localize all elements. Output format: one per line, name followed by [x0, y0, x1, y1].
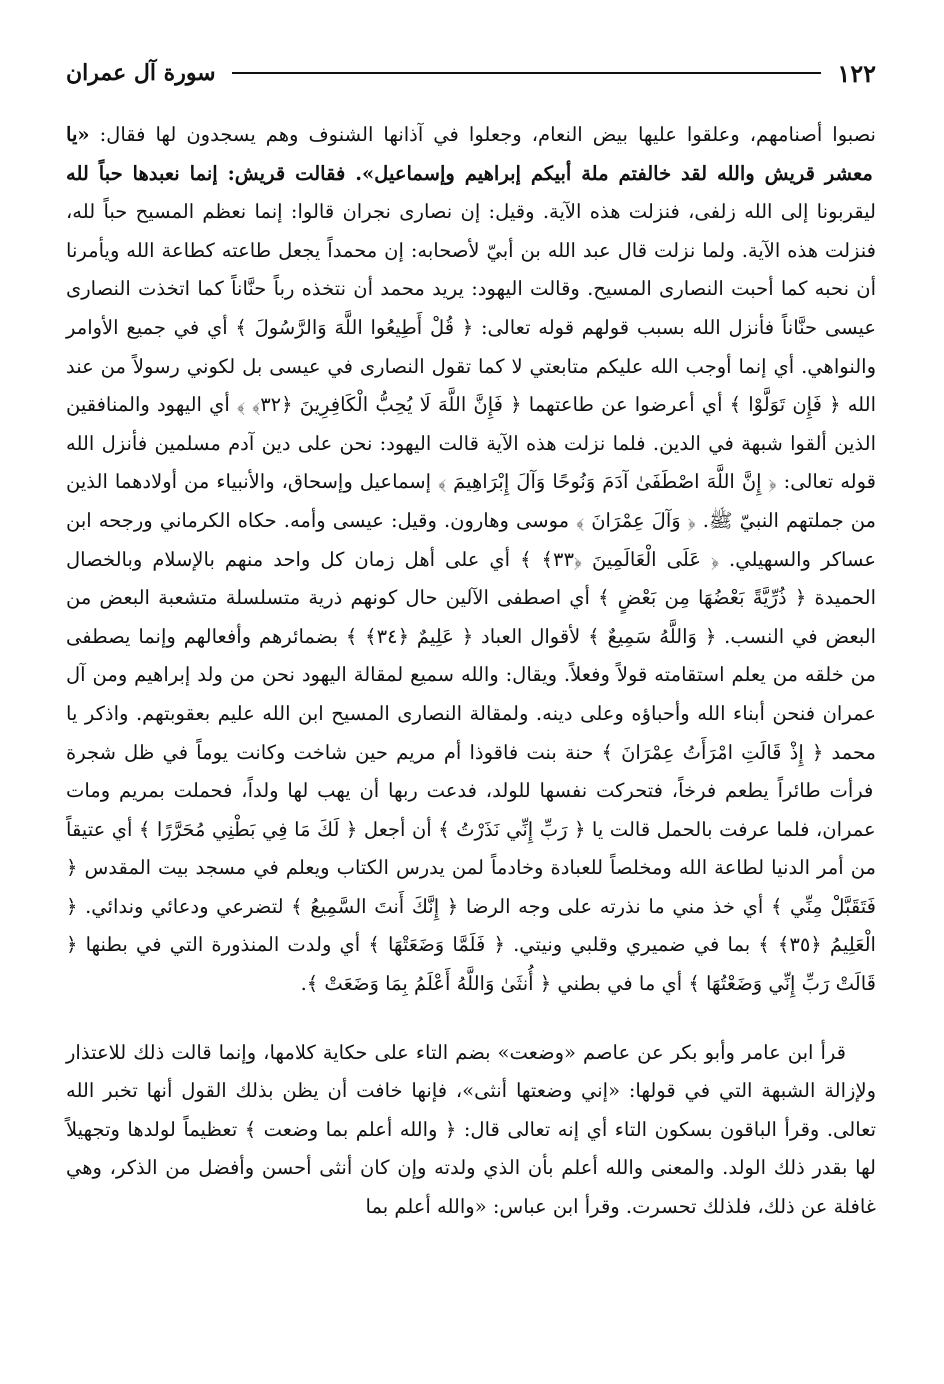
section-gap: [66, 1004, 876, 1034]
text-line: لولدها وتجهيلاً لها بقدر ذلك الولد. والمعنى والله أعلم بأن الذي ولدته وإن كان أنثى أحسن: [66, 1117, 876, 1180]
text-line: المقدس ﴿ فَتَقَبَّلْ مِنِّي ﴾ أي خذ مني ما نذرته على وجه الرضا ﴿ إِنَّكَ أَنتَ السَّمِيعُ ﴾ لتضرعي ودعائي: [66, 856, 876, 918]
header-rule: [232, 72, 822, 74]
text-line: عِمْرَانَ ﴾ موسى وهارون. وقيل: عيسى وأمه. حكاه الكرماني ورجحه ابن عساكر والسهيلي.: [66, 508, 876, 571]
text-line: طائراً يطعم فرخاً، فتحركت نفسها للولد، فدعت ربها أن يهب لها ولداً، فحملت بمريم ومات: [66, 779, 821, 803]
text-line: ﴿ عَلَى الْعَالَمِينَ ﴿٣٣﴾ ﴾ أي على أهل زمان كل واحد منهم بالإسلام وبالخصال الحميدة ﴿ ذُرِّيَّةً بَعْضُهَا: [66, 547, 876, 610]
text-line: وَالرَّسُولَ ﴾ أي في جميع الأوامر والنواهي. أي إنما أوجب الله عليكم متابعتي لا كما تقول: [66, 315, 876, 378]
text-line: للاعتذار ولإزالة الشبهة التي في قولها: «إني وضعتها أنثى»، فإنها خافت أن يظن بذلك القول أنها: [66, 1040, 876, 1103]
qiraat-paragraph: [66, 1034, 876, 1227]
text-line: ﴿ إِذْ قَالَتِ امْرَأَتُ عِمْرَانَ ﴾ حنة بنت فاقوذا أم مريم حين شاخت وكانت يوماً في ظل شجرة فرأت: [66, 740, 874, 803]
text-line: تخبر الله تعالى. وقرأ الباقون بسكون التاء أي إنه تعالى قال: ﴿ والله أعلم بما وضعت ﴾ تعظيماً: [66, 1079, 876, 1141]
text-line: إِبْرَاهِيمَ ﴾ إسماعيل وإسحاق، والأنبياء من أولادهما الذين من جملتهم النبيّ ﷺ. ﴿ وَآلَ: [66, 470, 876, 532]
text-line: اليهود: نحن على دين آدم مسلمين فأنزل الله قوله تعالى: ﴿ إِنَّ اللَّهَ اصْطَفَىٰ آدَمَ وَنُوحًا وَآلَ: [66, 431, 877, 494]
commentary-paragraph: [66, 116, 876, 1004]
text-line: ﴿ وَاللَّهُ سَمِيعٌ ﴾ لأقوال العباد ﴿ عَلِيمٌ ﴿٣٤﴾ ﴾ بضمائرهم وأفعالهم وإنما يصطفى من خلقه من يعلم: [66, 624, 876, 687]
text-line: عمران، فلما عرفت بالحمل قالت يا ﴿ رَبِّ إِنِّي نَذَرْتُ ﴾ أن أجعل ﴿ لَكَ مَا فِي بَطْنِي مُحَرَّرًا ﴾ أي عتيقاً: [66, 817, 876, 841]
text-line: من أمر الدنيا لطاعة الله ومخلصاً للعبادة وخادماً لمن يدرس الكتاب ويعلم في مسجد بيت: [151, 856, 876, 880]
text-line: يُحِبُّ الْكَافِرِينَ ﴿٣٢﴾ ﴾ أي اليهود والمنافقين الذين ألقوا شبهة في الدين. فلما نزلت هذه الآية قالت: [66, 393, 876, 455]
text-line: الله ويأمرنا أن نحبه كما أحبت النصارى المسيح. وقالت اليهود: يريد محمد أن نتخذه رباً حنَّاناً: [66, 238, 877, 301]
text-line: النصارى في عيسى بل لكوني رسولاً من عند الله ﴿ فَإِن تَوَلَّوْا ﴾ أي أعرضوا عن طاعتهما ﴿ فَإِنَّ اللَّهَ لَا: [66, 354, 876, 417]
text-line: «يا معشر قريش والله لقد خالفتم ملة أبيكم إبراهيم وإسماعيل». فقالت قريش: إنما نعبدها حباً لله: [66, 123, 873, 185]
commentary-text: [66, 116, 876, 1227]
text-line: وندائي. ﴿ الْعَلِيمُ ﴿٣٥﴾ ﴾ بما في ضميري وقلبي ونيتي. ﴿ فَلَمَّا وَضَعَتْهَا ﴾ أي ولدت المنذورة التي في: [66, 894, 876, 957]
text-line: لله، فنزلت هذه الآية. ولما نزلت قال عبد الله بن أبيّ لأصحابه: إن محمداً يجعل طاعته كطاعة: [66, 200, 876, 262]
page-header: [66, 56, 876, 90]
text-line: بطنها ﴿ قَالَتْ رَبِّ إِنِّي وَضَعْتُهَا ﴾ أي ما في بطني ﴿ أُنثَىٰ وَاللَّهُ أَعْلَمُ بِمَا وَضَعَتْ ﴾.: [66, 933, 876, 996]
text-line: قرأ ابن عامر وأبو بكر عن عاصم «وضعت» بضم التاء على حكاية كلامها، وإنما قالت ذلك: [126, 1040, 846, 1064]
text-line: أبناء الله وأحباؤه وعلى دينه. ولمقالة النصارى المسيح ابن الله عليم بعقوبتهم. واذكر يا محمد: [66, 701, 876, 764]
text-line: استقامته قولاً وفعلاً. ويقال: والله سميع لمقالة اليهود نحن من ولد إبراهيم ومن آل عمران فنحن: [66, 663, 876, 725]
surah-title: سورة آل عمران: [66, 60, 216, 86]
text-line: وأفضل من الذكر، وهي غافلة عن ذلك، فلذلك تحسرت. وقرأ ابن عباس: «والله أعلم بما: [66, 1156, 876, 1219]
text-line: مِن بَعْضٍ ﴾ أي اصطفى الآلين حال كونهم ذرية متسلسلة متشعبة البعض من البعض في النسب.: [66, 586, 877, 648]
text-line: ليقربونا إلى الله زلفى، فنزلت هذه الآية. وقيل: إن نصارى نجران قالوا: إنما نعظم المسيح حباً: [95, 200, 876, 224]
text-line: نصبوا أصنامهم، وعلقوا عليها بيض النعام، وجعلوا في آذانها الشنوف وهم يسجدون لها فقال:: [89, 123, 876, 146]
text-line: كما اتخذت النصارى عيسى حنَّاناً فأنزل الله بسبب قولهم قوله تعالى: ﴿ قُلْ أَطِيعُوا اللَّهَ: [66, 277, 876, 339]
page-number: ١٢٢: [837, 58, 876, 88]
